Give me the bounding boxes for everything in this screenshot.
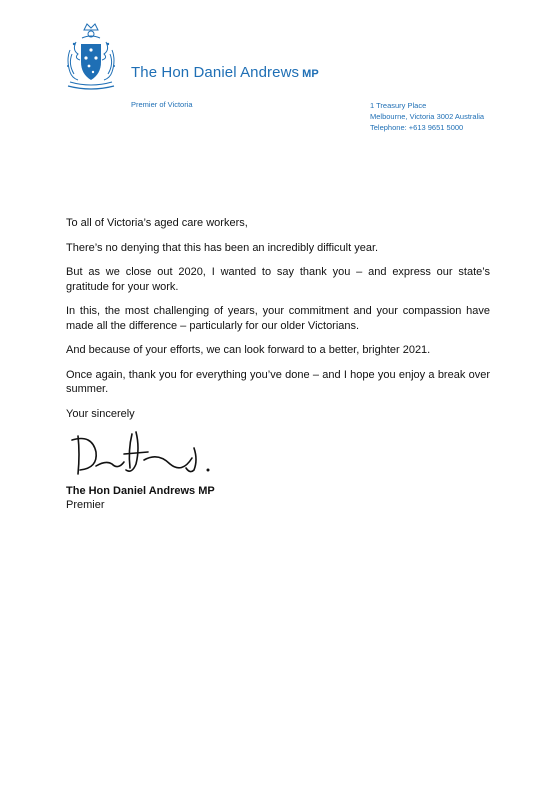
paragraph: And because of your efforts, we can look forward to a better, brighter 2021. <box>66 344 431 356</box>
letterhead-address <box>370 100 484 133</box>
closing: Your sincerely <box>66 407 135 420</box>
letterhead-name-text: The Hon Daniel Andrews <box>131 64 300 81</box>
paragraph: There’s no denying that this has been an incredibly difficult year. <box>66 241 379 254</box>
salutation: To all of Victoria’s aged care workers, <box>66 217 248 229</box>
signature-image <box>66 430 226 480</box>
letterhead-name-suffix: MP <box>302 68 319 80</box>
coat-of-arms-icon <box>62 20 120 94</box>
signer-title: Premier <box>66 499 105 511</box>
letterhead-office: Premier of Victoria <box>131 100 193 109</box>
paragraph: In this, the most challenging of years, your commitment and your compassion have made all the difference – particularly for our older Victorians. <box>66 305 490 332</box>
paragraph: Once again, thank you for everything you’ve done – and I hope you enjoy a break over summer. <box>66 368 490 395</box>
address-phone: Telephone: +613 9651 5000 <box>370 123 464 132</box>
paragraph: But as we close out 2020, I wanted to say thank you – and express our state’s gratitude for your work. <box>66 266 490 293</box>
address-line-2: Melbourne, Victoria 3002 Australia <box>370 112 485 121</box>
letterhead-name <box>131 64 319 81</box>
letter-body <box>66 216 490 431</box>
signer-name: The Hon Daniel Andrews MP <box>66 485 215 497</box>
address-line-1: 1 Treasury Place <box>370 101 427 110</box>
